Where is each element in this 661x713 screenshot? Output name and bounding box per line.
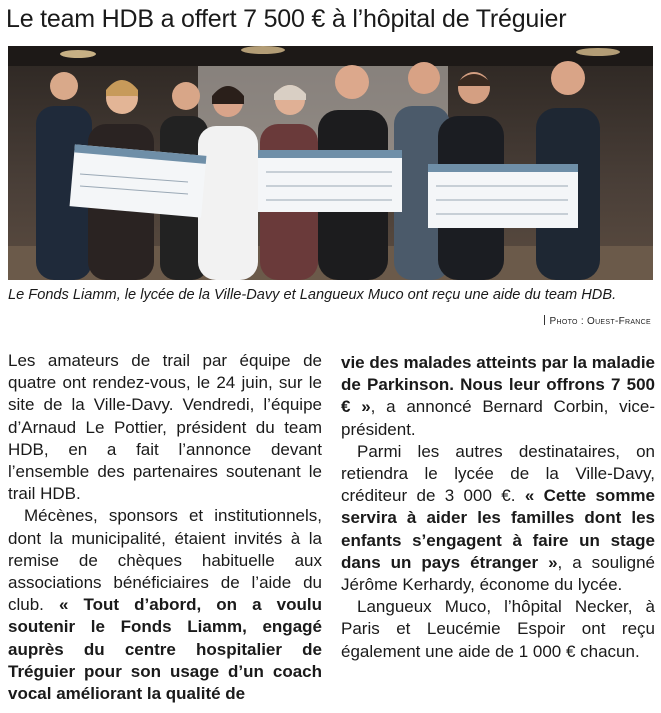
photo-caption: Le Fonds Liamm, le lycée de la Ville-Davy et Langueux Muco ont reçu une aide du team HDB. [8,287,617,303]
cheque-2 [258,150,402,212]
cheque-1 [70,144,207,217]
article-column-right [341,352,655,663]
paragraph: Langueux Muco, l’hôpital Necker, à Paris et Leucémie Espoir ont reçu également une aide de 1 000 € chacun. [341,597,655,661]
paragraph: Mécènes, sponsors et institutionnels, dont la municipalité, étaient invités à la remise de chèques habituelle aux associations bénéficiaires de l’aide du club. « Tout d’abord, on a voulu soutenir le Fonds Liamm, engagé auprès du centre hospitalier de Tréguier pour son usage d’un coach vocal améliorant la qualité de [8,506,323,704]
paragraph: Les amateurs de trail par équipe de quatre ont rendez-vous, le 24 juin, sur le site de la Ville-Davy. Vendredi, l’équipe d’Arnaud Le Pottier, président du team HDB, en a fait l’annonce devant l’ensemble des partenaires soutenant le trail HDB. [8,351,322,504]
photo-credit: Photo : Ouest-France [544,315,652,327]
paragraph: vie des malades atteints par la maladie de Parkinson. Nous leur offrons 7 500 € », a annoncé Bernard Corbin, vice-président. [341,353,655,439]
headline: Le team HDB a offert 7 500 € à l’hôpital de Tréguier [6,5,567,33]
photo-illustration [8,46,653,280]
cheque-3 [428,164,578,228]
article-photo [8,46,653,280]
paragraph: Parmi les autres destinataires, on retiendra le lycée de la Ville-Davy, créditeur de 3 000 €. « Cette somme servira à aider les familles dont les enfants s’engagent à faire un stage dans un pays étranger », a souligné Jérôme Kerhardy, économe du lycée. [341,441,656,595]
article-column-left [8,350,322,705]
